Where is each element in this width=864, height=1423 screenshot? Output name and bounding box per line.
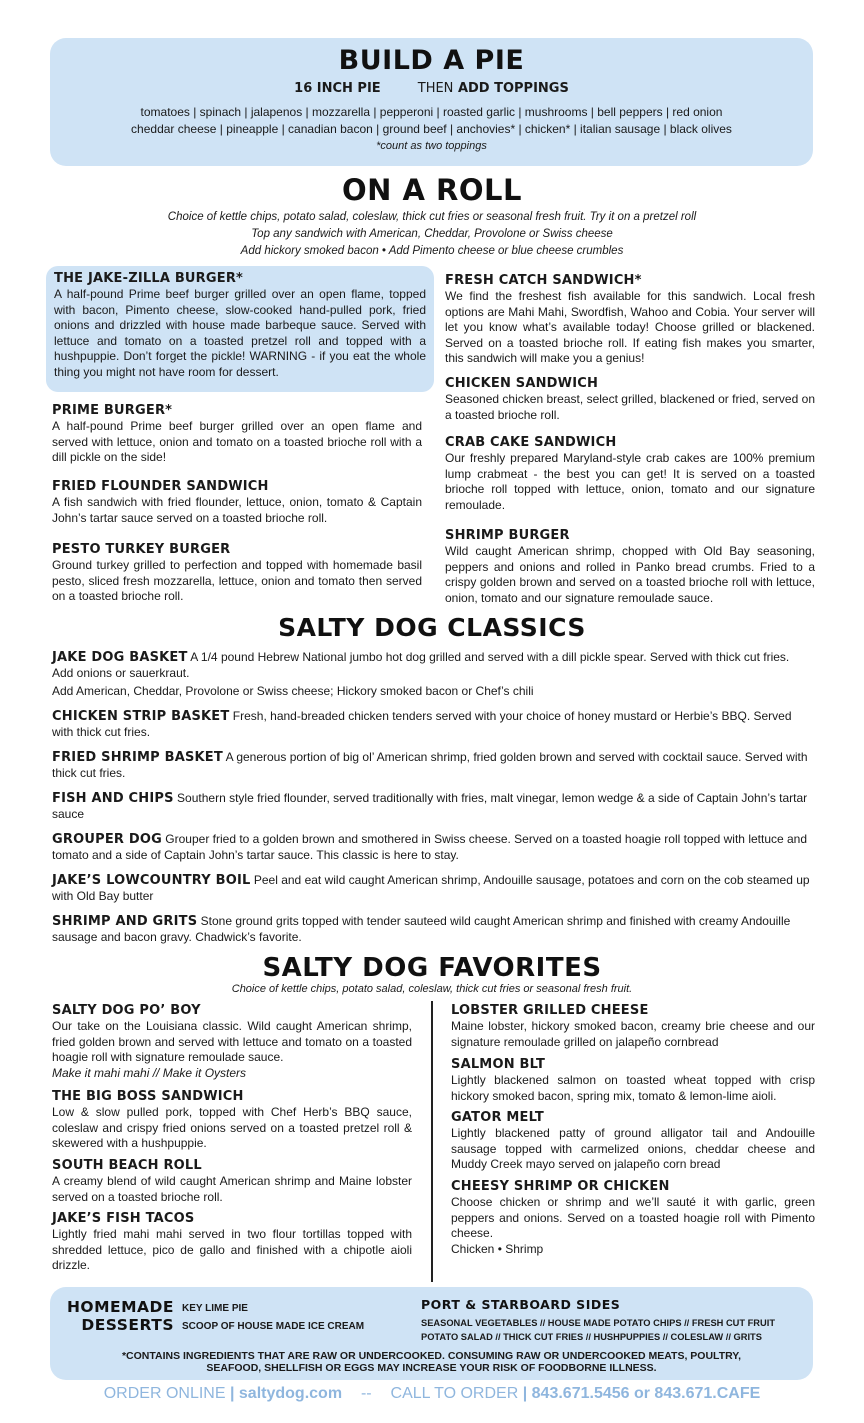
desserts-title-1: HOMEMADE <box>66 1298 174 1316</box>
item-desc: Wild caught American shrimp, chopped with Old Bay seasoning, peppers and onions and rolled in Panko bread crumbs. Fried to a crispy golden brown and served on a toasted brioche roll with lettuce, onion, tomato and our signature remoulade sauce. <box>445 544 815 605</box>
item-desc: Peel and eat wild caught American shrimp, Andouille sausage, potatoes and corn on the cob steamed up with Old Bay butter <box>52 873 810 903</box>
toppings-line-1: tomatoes | spinach | jalapenos | mozzarella | pepperoni | roasted garlic | mushrooms | bell peppers | red onion <box>140 105 723 119</box>
toppings-line-2: cheddar cheese | pineapple | canadian bacon | ground beef | anchovies* | chicken* | italian sausage | black olives <box>131 122 732 136</box>
classic-grouper-dog <box>52 832 812 863</box>
classic-chicken-strip <box>52 709 812 740</box>
favorite-south-beach <box>52 1158 412 1205</box>
item-desc: Grouper fried to a golden brown and smothered in Swiss cheese. Served on a toasted hoagie roll topped with lettuce and tomato and a side of Captain John’s tartar sauce. This classic is here to stay. <box>52 832 808 862</box>
classic-lowcountry-boil <box>52 873 812 904</box>
menu-item-chicken-sandwich <box>445 376 815 423</box>
sides-line-1: SEASONAL VEGETABLES // HOUSE MADE POTATO CHIPS // FRESH CUT FRUIT <box>421 1318 775 1328</box>
menu-item-fried-flounder <box>52 479 422 526</box>
item-name: GROUPER DOG <box>52 832 162 847</box>
item-extra: Chicken • Shrimp <box>451 1241 544 1256</box>
item-name: SALTY DOG PO’ BOY <box>52 1003 201 1018</box>
classic-jake-dog <box>52 650 812 681</box>
call-to-order-label: CALL TO ORDER <box>390 1385 519 1402</box>
item-desc: Southern style fried flounder, served traditionally with fries, malt vinegar, lemon wedge & a side of Captain John’s tartar sauce <box>52 791 808 821</box>
item-desc: Our take on the Louisiana classic. Wild caught American shrimp, fried golden brown and served with lettuce and tomato on a toasted hoagie roll with signature remoulade sauce. <box>52 1019 412 1064</box>
item-desc: Stone ground grits topped with tender sauteed wild caught American shrimp and finished with creamy Andouille sausage and bacon gravy. Chadwick’s favorite. <box>52 914 791 944</box>
toppings-note: *count as two toppings <box>376 140 487 152</box>
item-desc: A 1/4 pound Hebrew National jumbo hot dog grilled and served with a dill pickle spear. Served with thick cut fries. Add onions or sauerkraut. <box>52 650 790 680</box>
menu-item-crab-cake <box>445 435 815 513</box>
item-name: PESTO TURKEY BURGER <box>52 542 231 557</box>
item-desc: Lightly fried mahi mahi served in two flour tortillas topped with shredded lettuce, pico de gallo and finished with a chipotle aioli drizzle. <box>52 1227 412 1272</box>
item-desc: A half-pound Prime beef burger grilled over an open flame and served with lettuce, onion and tomato on a toasted brioche roll with a dill pickle on the side! <box>52 419 422 464</box>
item-desc: A generous portion of big ol’ American shrimp, fried golden brown and served with cocktail sauce. Served with thick cut fries. <box>52 750 808 780</box>
item-name: CHICKEN STRIP BASKET <box>52 709 230 724</box>
item-desc: Low & slow pulled pork, topped with Chef Herb’s BBQ sauce, coleslaw and crispy fried onions served on a toasted pretzel roll & skewered with a hushpuppie. <box>52 1105 412 1150</box>
item-extra: Make it mahi mahi // Make it Oysters <box>52 1065 247 1080</box>
disclaimer-1: *CONTAINS INGREDIENTS THAT ARE RAW OR UNDERCOOKED. CONSUMING RAW OR UNDERCOOKED MEATS, POULTRY, <box>121 1350 742 1362</box>
item-name: FRIED FLOUNDER SANDWICH <box>52 479 269 494</box>
item-name: SALMON BLT <box>451 1057 546 1072</box>
classic-shrimp-and-grits <box>52 914 812 945</box>
sides-title: PORT & STARBOARD SIDES <box>421 1297 621 1312</box>
item-name: SHRIMP AND GRITS <box>52 914 198 929</box>
item-name: LOBSTER GRILLED CHEESE <box>451 1003 649 1018</box>
on-a-roll-title: ON A ROLL <box>341 173 522 207</box>
item-name: FRIED SHRIMP BASKET <box>52 750 223 765</box>
item-desc: Seasoned chicken breast, select grilled, blackened or fried, served on a toasted brioche roll. <box>445 392 815 422</box>
favorite-salmon-blt <box>451 1057 815 1104</box>
favorite-lobster-grilled-cheese <box>451 1003 815 1050</box>
item-desc: A half-pound Prime beef burger grilled over an open flame, topped with bacon, Pimento cheese, slow-cooked hand-pulled pork, fried onions and drizzled with house made barbeque sauce. Served with lettuce and tomato on a toasted pretzel roll and topped with a hushpuppie. Don’t forget the pickle! WARNING - if you eat the whole thing you might not have room for dessert. <box>54 287 426 379</box>
favorite-gator-melt <box>451 1110 815 1173</box>
favorite-big-boss <box>52 1089 412 1152</box>
on-a-roll-sub-3: Add hickory smoked bacon • Add Pimento cheese or blue cheese crumbles <box>240 245 624 257</box>
favorites-title: SALTY DOG FAVORITES <box>262 953 602 983</box>
item-name: PRIME BURGER* <box>52 403 173 418</box>
menu-item-jake-zilla <box>54 271 426 380</box>
classic-fish-and-chips <box>52 791 812 822</box>
item-name: THE JAKE-ZILLA BURGER* <box>54 271 244 286</box>
menu-item-prime-burger <box>52 403 422 466</box>
order-online-label: ORDER ONLINE <box>103 1385 226 1402</box>
item-desc: A creamy blend of wild caught American shrimp and Maine lobster served on a toasted brioche roll. <box>52 1174 412 1204</box>
classics-title: SALTY DOG CLASSICS <box>278 613 586 642</box>
on-a-roll-sub-1: Choice of kettle chips, potato salad, coleslaw, thick cut fries or seasonal fresh fruit. Try it on a pretzel roll <box>167 211 697 223</box>
favorite-cheesy-shrimp <box>451 1179 815 1257</box>
pie-size: 16 INCH PIE <box>294 81 381 96</box>
item-name: FRESH CATCH SANDWICH* <box>445 273 642 288</box>
menu-item-fresh-catch <box>445 273 815 367</box>
item-name: JAKE’S LOWCOUNTRY BOIL <box>52 873 251 888</box>
pie-add-toppings: ADD TOPPINGS <box>457 81 569 96</box>
website-link[interactable]: saltydog.com <box>238 1385 343 1402</box>
disclaimer-2: SEAFOOD, SHELLFISH OR EGGS MAY INCREASE YOUR RISK OF FOODBORNE ILLNESS. <box>206 1362 657 1374</box>
classic-jake-dog-addons: Add American, Cheddar, Provolone or Swiss cheese; Hickory smoked bacon or Chef’s chili <box>52 684 534 698</box>
sides-line-2: POTATO SALAD // THICK CUT FRIES // HUSHPUPPIES // COLESLAW // GRITS <box>421 1332 762 1342</box>
phone-numbers[interactable]: 843.671.5456 or 843.671.CAFE <box>531 1385 761 1402</box>
item-name: SOUTH BEACH ROLL <box>52 1158 202 1173</box>
build-a-pie-panel <box>50 38 813 166</box>
item-name: CHEESY SHRIMP OR CHICKEN <box>451 1179 670 1194</box>
item-desc: Ground turkey grilled to perfection and topped with homemade basil pesto, sliced fresh mozzarella, lettuce, onion and tomato then served on a toasted brioche roll. <box>52 558 422 603</box>
item-desc: We find the freshest fish available for this sandwich. Local fresh options are Mahi Mahi, Swordfish, Wahoo and Cobia. Your server will let you know what’s available today! Choose grilled or blackened. Served on a toasted brioche roll. If eating fish makes you smarter, this sandwich will make you a genius! <box>445 289 815 365</box>
item-desc: A fish sandwich with fried flounder, lettuce, onion, tomato & Captain John’s tartar sauce served on a toasted brioche roll. <box>52 495 422 525</box>
item-name: JAKE’S FISH TACOS <box>52 1211 195 1226</box>
item-desc: Fresh, hand-breaded chicken tenders served with your choice of honey mustard or Herbie’s BBQ. Served with thick cut fries. <box>52 709 792 739</box>
item-name: JAKE DOG BASKET <box>52 650 188 665</box>
classic-fried-shrimp <box>52 750 812 781</box>
favorite-po-boy <box>52 1003 412 1081</box>
item-desc: Our freshly prepared Maryland-style crab cakes are 100% premium lump crabmeat - the best you can get! It is served on a toasted brioche roll topped with lettuce, onion, tomato and our signature remoulade. <box>445 451 815 512</box>
item-name: CHICKEN SANDWICH <box>445 376 599 391</box>
item-desc: Maine lobster, hickory smoked bacon, creamy brie cheese and our signature remoulade grilled on jalapeño cornbread <box>451 1019 815 1049</box>
dessert-ice-cream: SCOOP OF HOUSE MADE ICE CREAM <box>182 1321 365 1332</box>
item-desc: Lightly blackened salmon on toasted wheat topped with crisp hickory smoked bacon, spring mix, tomato & lemon-lime aioli. <box>451 1073 815 1103</box>
item-desc: Choose chicken or shrimp and we’ll sauté it with garlic, green peppers and onions. Served on a toasted hoagie roll with Pimento cheese. <box>451 1195 815 1240</box>
favorites-sub: Choice of kettle chips, potato salad, coleslaw, thick cut fries or seasonal fresh fruit. <box>231 983 633 995</box>
item-name: CRAB CAKE SANDWICH <box>445 435 617 450</box>
item-name: GATOR MELT <box>451 1110 544 1125</box>
pie-then: THEN <box>417 81 454 96</box>
item-name: SHRIMP BURGER <box>445 528 570 543</box>
favorite-fish-tacos <box>52 1211 412 1274</box>
order-separator: -- <box>360 1385 372 1402</box>
item-name: THE BIG BOSS SANDWICH <box>52 1089 244 1104</box>
build-a-pie-title: BUILD A PIE <box>338 45 525 76</box>
item-desc: Lightly blackened patty of ground alligator tail and Andouille sausage topped with carmelized onions, cheddar cheese and Muddy Creek mayo served on jalapeño corn bread <box>451 1126 815 1171</box>
build-a-pie-subtitle <box>50 81 813 96</box>
menu-item-shrimp-burger <box>445 528 815 606</box>
item-name: FISH AND CHIPS <box>52 791 174 806</box>
desserts-title-2: DESSERTS <box>81 1316 174 1334</box>
on-a-roll-sub-2: Top any sandwich with American, Cheddar, Provolone or Swiss cheese <box>251 228 613 240</box>
order-line: ORDER ONLINE | saltydog.com -- CALL TO ORDER | 843.671.5456 or 843.671.CAFE <box>103 1385 761 1402</box>
footer-panel <box>50 1287 813 1380</box>
dessert-key-lime: KEY LIME PIE <box>182 1303 248 1314</box>
favorites-divider <box>431 1001 433 1282</box>
menu-item-pesto-turkey <box>52 542 422 605</box>
